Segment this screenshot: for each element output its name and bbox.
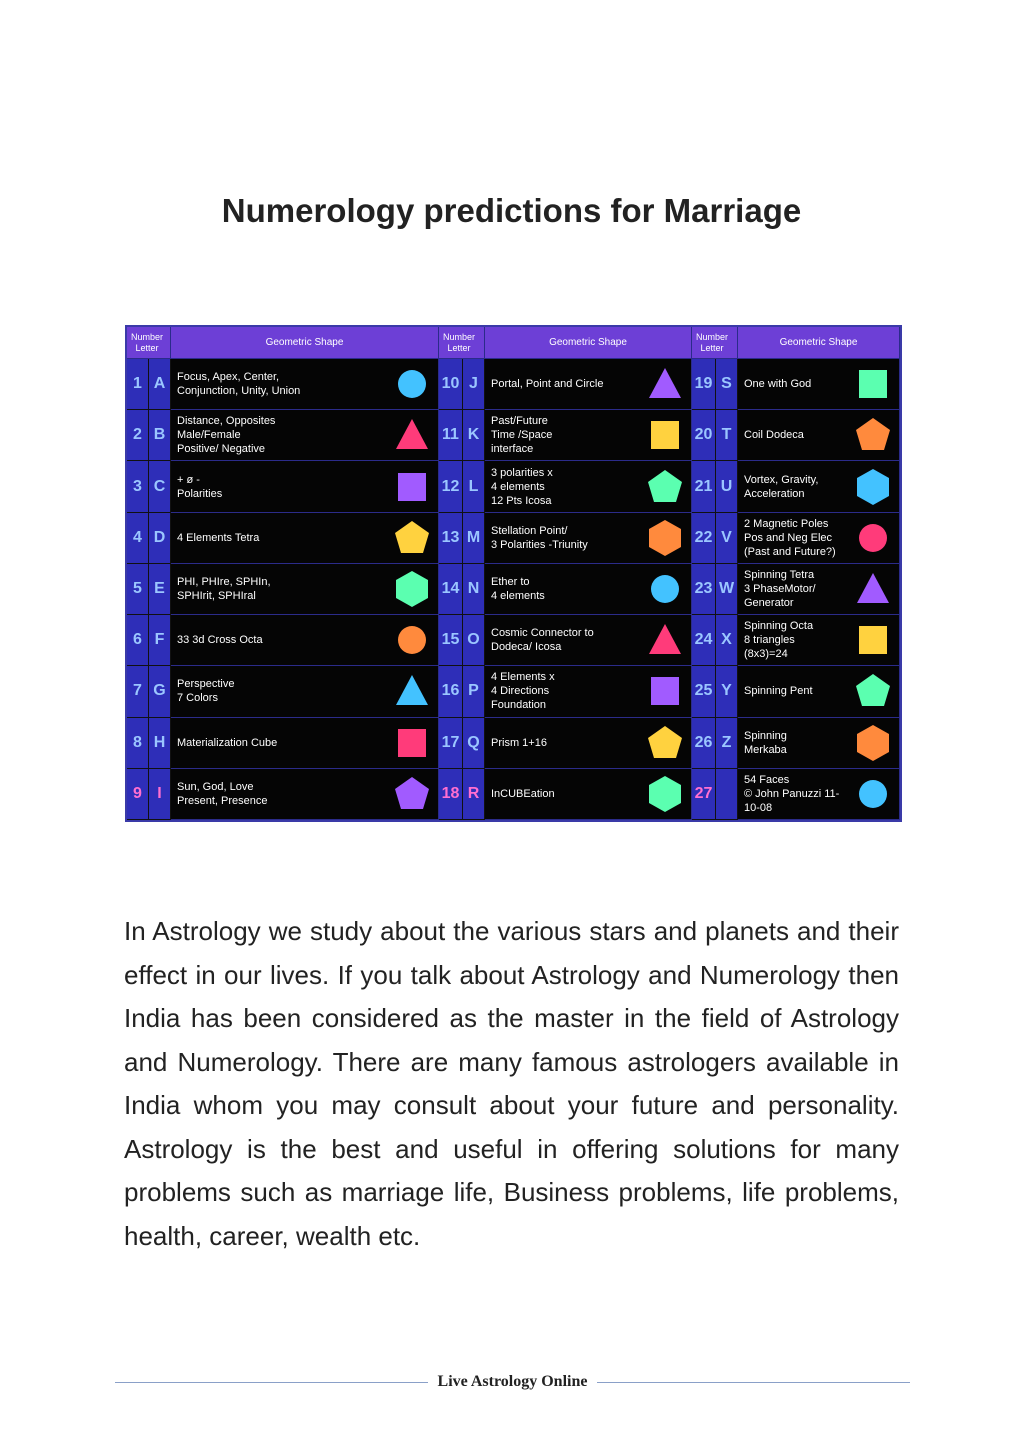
geometric-shape-icon bbox=[851, 567, 895, 611]
shape-description: Materialization Cube bbox=[177, 736, 278, 749]
geometric-shape-icon bbox=[643, 465, 687, 509]
header-number-letter: Number Letter bbox=[127, 327, 171, 359]
row-letter: D bbox=[149, 513, 171, 564]
row-number: 23 bbox=[692, 564, 716, 615]
geometric-shape-cell bbox=[171, 513, 439, 564]
geometric-shape-cell bbox=[485, 769, 692, 820]
row-number: 25 bbox=[692, 666, 716, 717]
header-geometric-shape: Geometric Shape bbox=[171, 327, 439, 359]
shape-description: Stellation Point/ 3 Polarities -Triunity bbox=[491, 524, 588, 551]
geometric-shape-icon bbox=[851, 516, 895, 560]
geometric-shape-cell bbox=[485, 564, 692, 615]
geometric-shape-cell bbox=[738, 359, 900, 410]
shape-description: Spinning Octa 8 triangles (8x3)=24 bbox=[744, 620, 814, 661]
geometric-shape-cell bbox=[738, 769, 900, 820]
shape-description: + ø - Polarities bbox=[177, 473, 223, 500]
shape-description: Coil Dodeca bbox=[744, 429, 804, 442]
geometric-shape-cell bbox=[485, 615, 692, 666]
numerology-chart-image bbox=[125, 325, 902, 822]
shape-description: Sun, God, Love Present, Presence bbox=[177, 780, 268, 807]
row-number: 8 bbox=[127, 718, 149, 769]
row-letter: W bbox=[716, 564, 738, 615]
row-letter: M bbox=[463, 513, 485, 564]
row-letter: C bbox=[149, 461, 171, 512]
row-letter: Z bbox=[716, 718, 738, 769]
geometric-shape-cell bbox=[738, 718, 900, 769]
row-number: 17 bbox=[439, 718, 463, 769]
shape-description: 54 Faces © John Panuzzi 11-10-08 bbox=[744, 773, 840, 814]
geometric-shape-icon bbox=[390, 721, 434, 765]
geometric-shape-icon bbox=[851, 465, 895, 509]
row-number: 10 bbox=[439, 359, 463, 410]
row-number: 4 bbox=[127, 513, 149, 564]
geometric-shape-icon bbox=[851, 669, 895, 713]
row-number: 18 bbox=[439, 769, 463, 820]
geometric-shape-icon bbox=[643, 669, 687, 713]
geometric-shape-cell bbox=[738, 461, 900, 512]
geometric-shape-icon bbox=[643, 618, 687, 662]
shape-description: Spinning Pent bbox=[744, 685, 813, 698]
row-number: 21 bbox=[692, 461, 716, 512]
row-number: 27 bbox=[692, 769, 716, 820]
row-number: 16 bbox=[439, 666, 463, 717]
row-letter: L bbox=[463, 461, 485, 512]
row-letter: A bbox=[149, 359, 171, 410]
row-letter: E bbox=[149, 564, 171, 615]
geometric-shape-icon bbox=[390, 772, 434, 816]
shape-description: InCUBEation bbox=[491, 787, 555, 800]
row-number: 22 bbox=[692, 513, 716, 564]
row-number: 14 bbox=[439, 564, 463, 615]
shape-description: 4 Elements x 4 Directions Foundation bbox=[491, 671, 555, 712]
geometric-shape-icon bbox=[390, 413, 434, 457]
row-letter: V bbox=[716, 513, 738, 564]
geometric-shape-cell bbox=[171, 410, 439, 461]
row-number: 20 bbox=[692, 410, 716, 461]
row-number: 9 bbox=[127, 769, 149, 820]
row-number: 5 bbox=[127, 564, 149, 615]
geometric-shape-icon bbox=[390, 618, 434, 662]
row-number: 3 bbox=[127, 461, 149, 512]
header-geometric-shape: Geometric Shape bbox=[738, 327, 900, 359]
geometric-shape-cell bbox=[485, 513, 692, 564]
row-letter: H bbox=[149, 718, 171, 769]
row-letter: K bbox=[463, 410, 485, 461]
row-letter: R bbox=[463, 769, 485, 820]
row-letter: F bbox=[149, 615, 171, 666]
row-letter: N bbox=[463, 564, 485, 615]
geometric-shape-cell bbox=[171, 666, 439, 717]
geometric-shape-icon bbox=[851, 772, 895, 816]
shape-description: PHI, PHIre, SPHIn, SPHIrit, SPHIral bbox=[177, 575, 271, 602]
shape-description: 33 3d Cross Octa bbox=[177, 634, 263, 647]
geometric-shape-icon bbox=[390, 362, 434, 406]
header-number-letter: Number Letter bbox=[439, 327, 485, 359]
row-letter: Q bbox=[463, 718, 485, 769]
row-number: 11 bbox=[439, 410, 463, 461]
body-paragraph: In Astrology we study about the various stars and planets and their effect in our lives. If you talk about Astrology and Numerology then India has been considered as the master in the field of Astrology and Numerology. There are many famous astrologers available in India whom you may consult about your future and personality. Astrology is the best and useful in offering solutions for many problems such as marriage life, Business problems, life problems, health, career, wealth etc. bbox=[124, 916, 899, 1251]
footer bbox=[115, 1373, 910, 1391]
row-letter: I bbox=[149, 769, 171, 820]
shape-description: Prism 1+16 bbox=[491, 736, 547, 749]
geometric-shape-icon bbox=[390, 669, 434, 713]
row-number: 19 bbox=[692, 359, 716, 410]
shape-description: Portal, Point and Circle bbox=[491, 378, 604, 391]
header-number-letter: Number Letter bbox=[692, 327, 738, 359]
row-number: 26 bbox=[692, 718, 716, 769]
shape-description: Cosmic Connector to Dodeca/ Icosa bbox=[491, 627, 594, 654]
geometric-shape-icon bbox=[643, 567, 687, 611]
shape-description: Perspective 7 Colors bbox=[177, 678, 235, 705]
row-number: 12 bbox=[439, 461, 463, 512]
row-number: 24 bbox=[692, 615, 716, 666]
geometric-shape-cell bbox=[485, 359, 692, 410]
geometric-shape-cell bbox=[171, 615, 439, 666]
geometric-shape-icon bbox=[390, 516, 434, 560]
geometric-shape-cell bbox=[485, 461, 692, 512]
geometric-shape-cell bbox=[738, 564, 900, 615]
row-letter: P bbox=[463, 666, 485, 717]
shape-description: 4 Elements Tetra bbox=[177, 531, 260, 544]
geometric-shape-icon bbox=[851, 618, 895, 662]
header-geometric-shape: Geometric Shape bbox=[485, 327, 692, 359]
geometric-shape-icon bbox=[851, 721, 895, 765]
row-number: 1 bbox=[127, 359, 149, 410]
row-letter: B bbox=[149, 410, 171, 461]
geometric-shape-cell bbox=[485, 666, 692, 717]
shape-description: Vortex, Gravity, Acceleration bbox=[744, 473, 819, 500]
geometric-shape-cell bbox=[171, 461, 439, 512]
geometric-shape-icon bbox=[643, 516, 687, 560]
geometric-shape-cell bbox=[485, 718, 692, 769]
geometric-shape-cell bbox=[485, 410, 692, 461]
shape-description: Spinning Merkaba bbox=[744, 729, 787, 756]
footer-rule-left bbox=[115, 1382, 428, 1383]
page-title: Numerology predictions for Marriage bbox=[221, 192, 802, 229]
row-number: 7 bbox=[127, 666, 149, 717]
geometric-shape-icon bbox=[643, 772, 687, 816]
shape-description: Focus, Apex, Center, Conjunction, Unity, Union bbox=[177, 371, 301, 398]
shape-description: Past/Future Time /Space interface bbox=[491, 415, 553, 456]
row-letter: S bbox=[716, 359, 738, 410]
geometric-shape-cell bbox=[738, 666, 900, 717]
row-letter bbox=[716, 769, 738, 820]
geometric-shape-cell bbox=[738, 410, 900, 461]
geometric-shape-icon bbox=[851, 413, 895, 457]
row-number: 15 bbox=[439, 615, 463, 666]
geometric-shape-cell bbox=[171, 718, 439, 769]
row-letter: T bbox=[716, 410, 738, 461]
row-letter: G bbox=[149, 666, 171, 717]
row-number: 6 bbox=[127, 615, 149, 666]
shape-description: Distance, Opposites Male/Female Positive/ Negative bbox=[177, 415, 276, 456]
geometric-shape-icon bbox=[643, 721, 687, 765]
row-letter: U bbox=[716, 461, 738, 512]
row-letter: J bbox=[463, 359, 485, 410]
shape-description: 3 polarities x 4 elements 12 Pts Icosa bbox=[491, 466, 553, 507]
row-number: 2 bbox=[127, 410, 149, 461]
numerology-table bbox=[127, 327, 900, 820]
row-letter: X bbox=[716, 615, 738, 666]
row-number: 13 bbox=[439, 513, 463, 564]
geometric-shape-cell bbox=[738, 615, 900, 666]
shape-description: Spinning Tetra 3 PhaseMotor/ Generator bbox=[744, 568, 816, 609]
footer-text: Live Astrology Online bbox=[437, 1373, 588, 1390]
row-letter: O bbox=[463, 615, 485, 666]
shape-description: Ether to 4 elements bbox=[491, 575, 545, 602]
row-letter: Y bbox=[716, 666, 738, 717]
geometric-shape-cell bbox=[171, 359, 439, 410]
geometric-shape-icon bbox=[643, 413, 687, 457]
shape-description: One with God bbox=[744, 378, 812, 391]
footer-rule-right bbox=[597, 1382, 910, 1383]
shape-description: 2 Magnetic Poles Pos and Neg Elec (Past and Future?) bbox=[744, 517, 836, 558]
geometric-shape-icon bbox=[643, 362, 687, 406]
geometric-shape-icon bbox=[390, 567, 434, 611]
geometric-shape-icon bbox=[390, 465, 434, 509]
geometric-shape-cell bbox=[171, 769, 439, 820]
geometric-shape-cell bbox=[738, 513, 900, 564]
geometric-shape-icon bbox=[851, 362, 895, 406]
geometric-shape-cell bbox=[171, 564, 439, 615]
